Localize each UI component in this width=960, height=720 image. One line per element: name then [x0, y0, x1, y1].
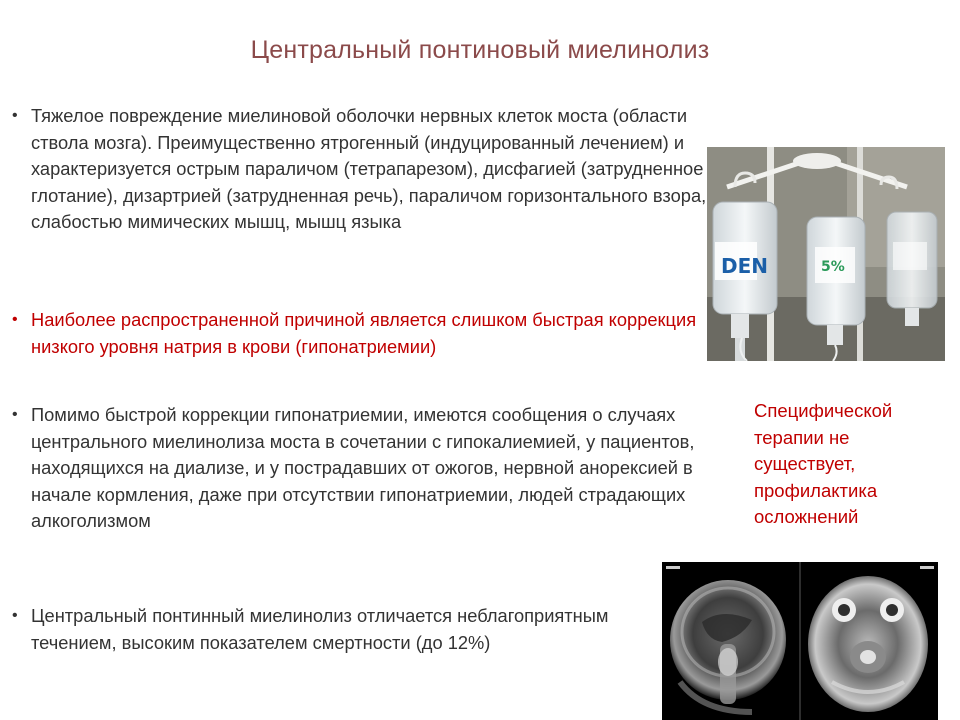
- iv-bag-label: DEN: [721, 254, 769, 278]
- bullet-item-4: [12, 603, 667, 656]
- side-note: Специфической терапии не существует, профилактика осложнений: [754, 400, 893, 527]
- mri-scans-illustration: [662, 562, 938, 720]
- bullet-item-3: [12, 402, 712, 535]
- iv-bags-photo: [707, 147, 945, 361]
- iv-bags-illustration: [707, 147, 945, 361]
- iv-bag-label: 5%: [821, 259, 845, 275]
- bullet-text: Центральный понтинный миелинолиз отличается неблагоприятным течением, высоким показателем смертности (до 12%): [31, 605, 609, 653]
- bullet-item-2: [12, 307, 712, 360]
- bullet-text: Тяжелое повреждение миелиновой оболочки нервных клеток моста (области ствола мозга). Преимущественно ятрогенный (индуцированный лечением) и характеризуется острым параличом (тетрапарезом), дисфагией (затрудненное глотание), дизартрией (затрудненная речь), параличом горизонтального взора, слабостью мимических мышц, мышц языка: [31, 105, 707, 232]
- bullet-item-1: [12, 103, 712, 236]
- bullet-marker: •: [12, 406, 18, 423]
- mri-scans-photo: [662, 562, 938, 720]
- bullet-marker: •: [12, 107, 18, 124]
- slide-title: Центральный понтиновый миелинолиз: [250, 36, 710, 64]
- bullet-text: Помимо быстрой коррекции гипонатриемии, имеются сообщения о случаях центрального миелинолиза моста в сочетании с гипокалиемией, у пациентов, находящихся на диализе, и у пострадавших от ожогов, нервной анорексией в начале кормления, даже при отсутствии гипонатриемии, людей страдающих алкоголизмом: [31, 404, 695, 531]
- bullet-text: Наиболее распространенной причиной является слишком быстрая коррекция низкого уровня натрия в крови (гипонатриемии): [31, 309, 697, 357]
- bullet-marker: •: [12, 607, 18, 624]
- bullet-marker: •: [12, 311, 18, 328]
